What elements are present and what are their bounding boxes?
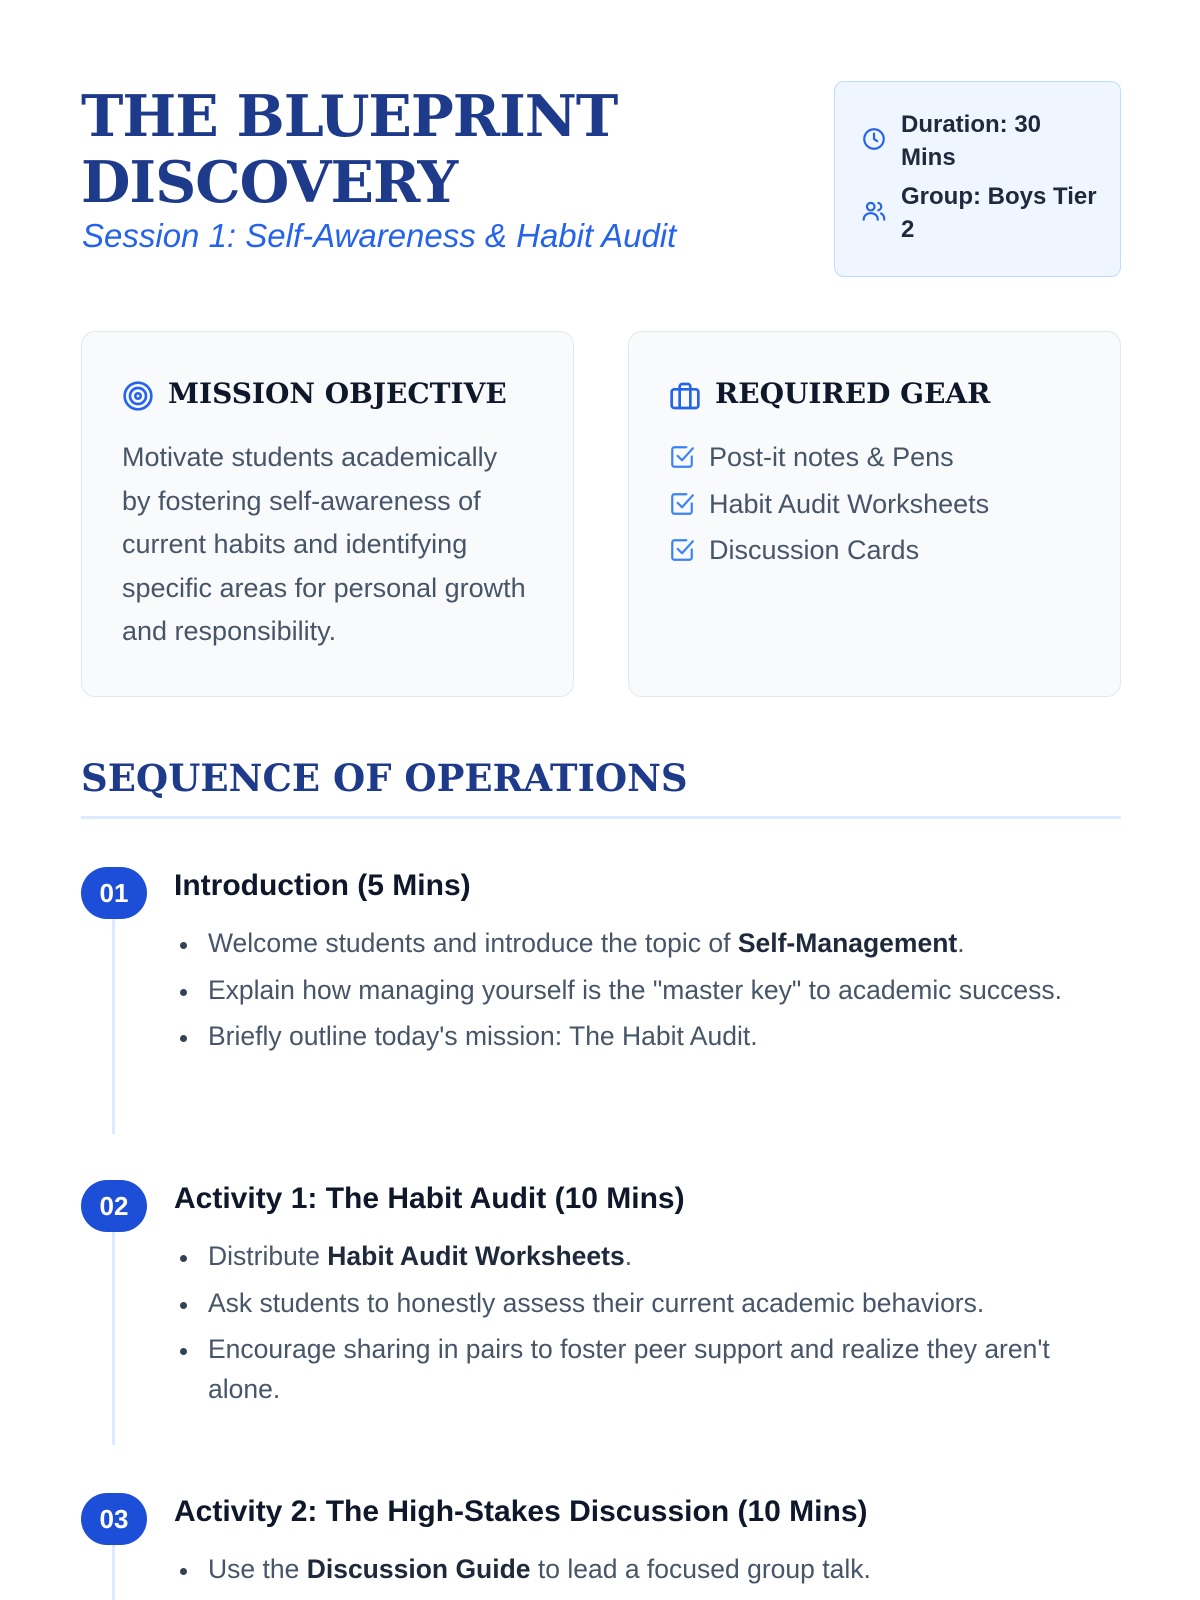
lesson-plan-page <box>81 0 1121 1600</box>
gear-list <box>669 434 1080 574</box>
required-gear-heading <box>669 374 1080 414</box>
step-02 <box>81 1177 1121 1447</box>
step-items <box>174 1550 1121 1597</box>
timeline-line <box>112 1222 115 1445</box>
users-icon <box>861 198 887 224</box>
step-items <box>174 1237 1121 1416</box>
group-text: Group: Boys Tier 2 <box>901 183 1097 243</box>
step-item: Welcome students and introduce the topic of Self-Management. <box>174 924 1121 964</box>
session-meta-box <box>834 81 1121 277</box>
step-item: Distribute Habit Audit Worksheets. <box>174 1237 1121 1277</box>
check-square-icon <box>669 491 695 517</box>
timeline-line <box>112 909 115 1134</box>
step-item: Use the Discussion Guide to lead a focused group talk. <box>174 1550 1121 1590</box>
required-gear-label: REQUIRED GEAR <box>715 377 991 410</box>
step-item: Ask students to honestly assess their current academic behaviors. <box>174 1284 1121 1324</box>
step-title: Introduction (5 Mins) <box>174 869 471 902</box>
gear-item <box>669 527 1080 574</box>
gear-item-label: Discussion Cards <box>709 535 920 565</box>
sequence-heading: SEQUENCE OF OPERATIONS <box>81 756 688 800</box>
step-title: Activity 1: The Habit Audit (10 Mins) <box>174 1182 685 1215</box>
step-item: Encourage sharing in pairs to foster peer support and realize they aren't alone. <box>174 1330 1121 1409</box>
gear-item-label: Habit Audit Worksheets <box>709 488 990 519</box>
mission-objective-text: Motivate students academically by fostering self-awareness of current habits and identifying specific areas for personal growth and responsibility. <box>122 442 526 646</box>
step-item-emphasis: Self-Management <box>737 928 958 958</box>
check-square-icon <box>669 537 695 563</box>
title-line-2: DISCOVERY <box>81 149 458 216</box>
step-items <box>174 924 1121 1064</box>
step-title: Activity 2: The High-Stakes Discussion (10 Mins) <box>174 1495 868 1528</box>
title-line-1: THE BLUEPRINT <box>81 83 618 150</box>
step-number-badge: 02 <box>81 1180 147 1232</box>
step-03 <box>81 1490 1121 1600</box>
clock-icon <box>861 126 887 152</box>
page-title <box>81 84 721 216</box>
step-item: Briefly outline today's mission: The Habit Audit. <box>174 1017 1121 1057</box>
step-01 <box>81 864 1121 1134</box>
duration-text: Duration: 30 Mins <box>901 111 1042 171</box>
mission-objective-heading <box>122 374 533 414</box>
duration-row <box>861 108 1100 174</box>
step-item-emphasis: Discussion Guide <box>306 1554 531 1584</box>
briefcase-icon <box>669 380 701 412</box>
gear-item <box>669 434 1080 481</box>
target-icon <box>122 380 154 412</box>
step-item-emphasis: Habit Audit Worksheets <box>327 1241 625 1271</box>
page-header <box>81 84 1121 284</box>
gear-item <box>669 481 1080 528</box>
sequence-divider <box>81 816 1121 819</box>
required-gear-card <box>628 331 1121 697</box>
step-item: Explain how managing yourself is the "master key" to academic success. <box>174 971 1121 1011</box>
step-number-badge: 03 <box>81 1493 147 1545</box>
mission-objective-card <box>81 331 574 697</box>
mission-objective-label: MISSION OBJECTIVE <box>168 377 507 410</box>
step-number-badge: 01 <box>81 867 147 919</box>
check-square-icon <box>669 444 695 470</box>
group-row <box>861 180 1100 246</box>
gear-item-label: Post-it notes & Pens <box>709 442 954 472</box>
session-subtitle: Session 1: Self-Awareness & Habit Audit <box>82 217 677 254</box>
